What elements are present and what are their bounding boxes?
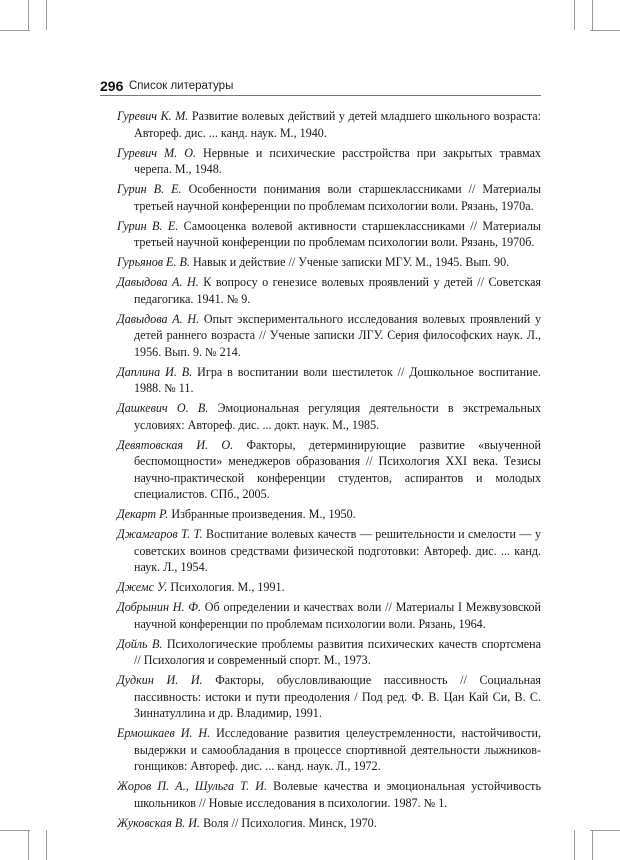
entry-author: Гуревич К. М. bbox=[117, 109, 189, 123]
bibliography-entry bbox=[117, 672, 541, 722]
header-rule bbox=[100, 95, 541, 96]
bibliography-entry bbox=[117, 526, 541, 576]
entry-text: Факторы, детерминирующие развитие «выученной беспомощности» менеджеров образования // Психология XXI века. Тезисы научно-практической конференции студентов, аспирантов и молодых специалистов. СПб., 2005. bbox=[134, 437, 541, 501]
bibliography-entry bbox=[117, 778, 541, 811]
bibliography-entry bbox=[117, 108, 541, 141]
bibliography-entry bbox=[117, 400, 541, 433]
crop-mark bbox=[590, 30, 620, 31]
entry-author: Жуковская В. И. bbox=[117, 815, 201, 830]
bibliography-entry bbox=[117, 145, 541, 178]
entry-author: Гурьянов Е. В. bbox=[117, 255, 190, 269]
entry-author: Дашкевич О. В. bbox=[117, 401, 209, 415]
entry-author: Давыдова А. Н. bbox=[117, 311, 200, 326]
entry-text: Воля // Психология. Минск, 1970. bbox=[203, 815, 377, 830]
entry-text: Опыт экспериментального исследования волевых проявлений у детей раннего возраста // Ученые записки ЛГУ. Серия философских наук. Л., 1956. Вып. 9. № 214. bbox=[134, 311, 542, 359]
entry-author: Давыдова А. Н. bbox=[117, 275, 199, 289]
entry-text: Избранные произведения. М., 1950. bbox=[171, 507, 356, 521]
entry-text: Психологические проблемы развития психических качеств спортсмена // Психология и современный спорт. М., 1973. bbox=[134, 636, 542, 667]
entry-text: Воспитание волевых качеств — решительности и смелости — у советских воинов средствами физической подготовки: Автореф. дис. ... канд. наук. Л., 1954. bbox=[134, 527, 541, 574]
bibliography-entry bbox=[117, 599, 541, 632]
page-number: 296 bbox=[100, 78, 124, 94]
entry-author: Джемс У. bbox=[117, 580, 168, 594]
entry-text: Игра в воспитании воли шестилеток // Дошкольное воспитание. 1988. № 11. bbox=[134, 364, 541, 395]
entry-author: Добрынин Н. Ф. bbox=[117, 600, 202, 614]
entry-author: Джамгаров Т. Т. bbox=[117, 527, 203, 541]
entry-text: Об определении и качествах воли // Материалы I Межвузовской научной конференции по проблемам психологии воли. Рязань, 1964. bbox=[134, 600, 541, 631]
entry-text: Психология. М., 1991. bbox=[170, 580, 285, 594]
bibliography-entry bbox=[117, 218, 541, 251]
crop-mark bbox=[28, 0, 29, 30]
entry-text: Самооценка волевой активности старшеклассниками // Материалы третьей научной конференции по проблемам психологии воли. Рязань, 1970б. bbox=[134, 218, 542, 249]
entry-author: Дудкин И. И. bbox=[117, 673, 203, 687]
crop-mark bbox=[28, 830, 29, 860]
entry-author: Гурин В. Е. bbox=[117, 218, 179, 233]
crop-mark bbox=[592, 830, 593, 860]
bibliography-entry bbox=[117, 274, 541, 307]
entry-author: Гуревич М. О. bbox=[117, 145, 196, 160]
running-title: Список литературы bbox=[129, 80, 234, 92]
bibliography-entry bbox=[117, 725, 541, 775]
crop-mark bbox=[46, 0, 47, 30]
entry-text: К вопросу о генезисе волевых проявлений у детей // Советская педагогика. 1941. № 9. bbox=[134, 275, 541, 306]
bibliography-entry bbox=[117, 181, 541, 214]
entry-author: Ермошкаев И. Н. bbox=[117, 726, 211, 740]
entry-author: Дойль В. bbox=[117, 636, 163, 651]
crop-mark bbox=[574, 0, 575, 30]
entry-text: Нервные и психические расстройства при закрытых травмах черепа. М., 1948. bbox=[134, 145, 541, 176]
entry-text: Навык и действие // Ученые записки МГУ. М., 1945. Вып. 90. bbox=[192, 255, 510, 269]
entry-author: Девятовская И. О. bbox=[117, 437, 234, 452]
crop-mark bbox=[46, 830, 47, 860]
bibliography-entry bbox=[117, 579, 541, 596]
entry-text: Исследование развития целеустремленности, настойчивости, выдержки и самообладания в процессе спортивной деятельности лыжников-гонщиков: Автореф. дис. ... канд. наук. Л., 1972. bbox=[134, 726, 542, 773]
entry-text: Факторы, обусловливающие пассивность // Социальная пассивность: истоки и пути преодоления / Под ред. Ф. В. Цан Кай Си, В. С. Зиннатуллина и др. Владимир, 1991. bbox=[134, 673, 541, 720]
bibliography-list bbox=[117, 108, 541, 835]
bibliography-entry bbox=[117, 506, 541, 523]
entry-text: Особенности понимания воли старшеклассниками // Материалы третьей научной конференции по проблемам психологии воли. Рязань, 1970а. bbox=[134, 182, 542, 213]
bibliography-entry bbox=[117, 437, 541, 503]
entry-author: Даплина И. В. bbox=[117, 364, 193, 379]
entry-text: Волевые качества и эмоциональная устойчивость школьников // Новые исследования в психологии. 1987. № 1. bbox=[134, 779, 541, 810]
entry-author: Жоров П. А., Шульга Т. И. bbox=[117, 779, 268, 793]
bibliography-entry bbox=[117, 254, 541, 271]
crop-mark bbox=[0, 30, 30, 31]
page-header bbox=[100, 78, 541, 94]
entry-author: Гурин В. Е. bbox=[117, 182, 182, 196]
bibliography-entry bbox=[117, 815, 541, 832]
crop-mark bbox=[574, 830, 575, 860]
bibliography-entry bbox=[117, 364, 541, 397]
crop-mark bbox=[592, 0, 593, 30]
bibliography-entry bbox=[117, 311, 541, 361]
entry-author: Декарт Р. bbox=[117, 507, 169, 521]
entry-text: Эмоциональная регуляция деятельности в экстремальных условиях: Автореф. дис. ... докт. наук. М., 1985. bbox=[134, 401, 542, 432]
entry-text: Развитие волевых действий у детей младшего школьного возраста: Автореф. дис. ... канд. наук. М., 1940. bbox=[134, 109, 541, 140]
crop-mark bbox=[590, 830, 620, 831]
bibliography-entry bbox=[117, 636, 541, 669]
crop-mark bbox=[0, 830, 30, 831]
